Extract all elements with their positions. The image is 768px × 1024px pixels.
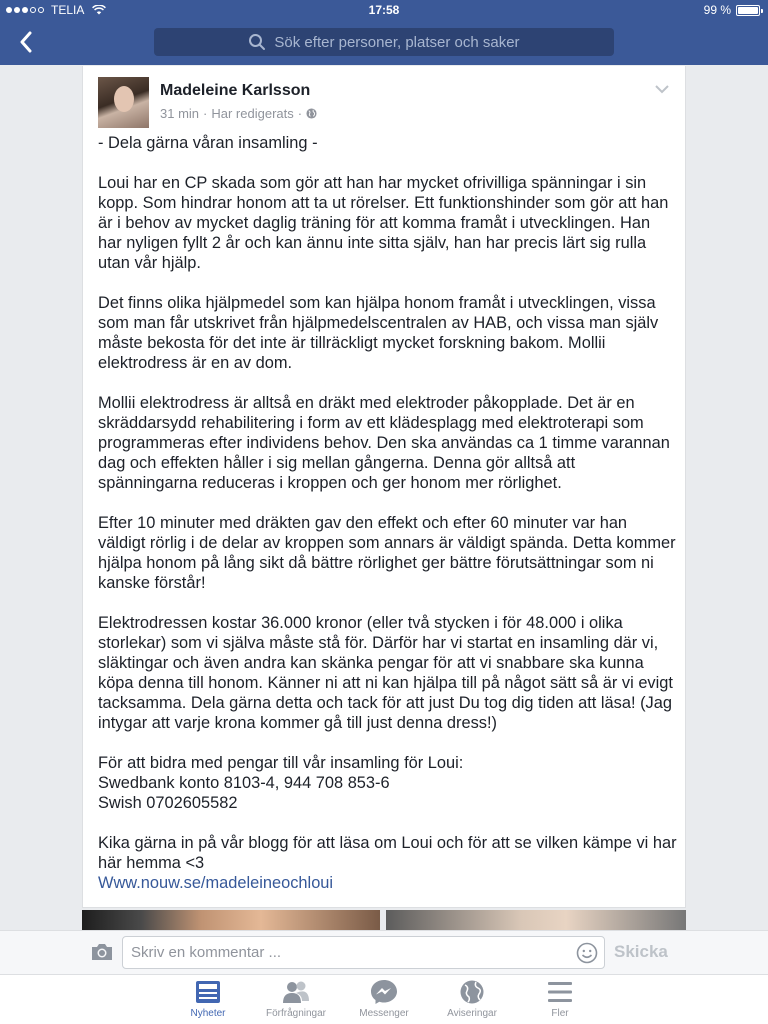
chevron-left-icon xyxy=(19,31,33,53)
search-input[interactable] xyxy=(154,28,614,56)
blog-link[interactable]: Www.nouw.se/madeleineochloui xyxy=(98,874,334,892)
tab-label: Messenger xyxy=(359,1008,409,1019)
tab-label: Nyheter xyxy=(190,1008,226,1019)
comment-input[interactable] xyxy=(122,936,605,969)
avatar-face xyxy=(114,86,134,112)
status-time: 17:58 xyxy=(368,3,400,17)
post-paragraph: Det finns olika hjälpmedel som kan hjälpa honom framåt i utvecklingen, vissa som man får utskrivet från hjälpmedelscentralen av HAB, och vissa man själv måste bekosta för det inte är tillräckligt mycket forskning bakom. Mollii elektrodress är en av dom. xyxy=(98,294,659,372)
tab-label: Fler xyxy=(551,1008,569,1019)
notifications-globe-icon xyxy=(458,979,486,1005)
post-paragraph: Mollii elektrodress är alltså en dräkt med elektroder påkopplade. Det är en skräddarsydd rehabilitering i form av ett klädesplagg med elektroterapi som programmeras efter individens behov. Den ska användas ca 1 timme varannan dag och effekten håller i sig mellan gångerna. Denna gör alltså att spänningarna reduceras i kroppen och ger honom mer rörlighet. xyxy=(98,394,670,492)
post-time[interactable]: 31 min xyxy=(160,106,200,121)
author-name[interactable]: Madeleine Karlsson xyxy=(160,82,311,99)
status-bar xyxy=(0,0,768,20)
tab-more[interactable] xyxy=(515,979,605,1023)
tab-news-feed[interactable] xyxy=(163,979,253,1023)
avatar[interactable] xyxy=(98,77,149,128)
post-paragraph: Efter 10 minuter med dräkten gav den effekt och efter 60 minuter var han väldigt rörlig i de delar av kroppen som annars är väldigt spända. Detta kommer hjälpa honom på lång sikt då bättre rörlighet ger bättre förutsättningar som ni kanske förstår! xyxy=(98,514,676,592)
post-card xyxy=(82,66,686,908)
back-button[interactable] xyxy=(12,28,40,56)
send-comment-button[interactable]: Skicka xyxy=(614,942,668,961)
post-paragraph: Kika gärna in på vår blogg för att läsa om Loui och för att se vilken kämpe vi har här hemma <3 xyxy=(98,834,677,872)
bottom-tab-bar xyxy=(0,974,768,1024)
post-paragraph: Elektrodressen kostar 36.000 kronor (eller två stycken i för 48.000 i olika storlekar) som vi själva måste stå för. Därför har vi startat en insamling där vi, släktingar och även andra kan skänka pengar för att vi snabbare ska kunna köpa denna till honom. Känner ni att ni kan hjälpa till på något sätt så är vi evigt tacksamma. Dela gärna detta och tack för att just Du tog dig tiden att läsa! (Jag intygar att varje krona kommer gå till just denna dress!) xyxy=(98,614,673,732)
carrier-name: TELIA xyxy=(51,3,85,17)
tab-label: Förfrågningar xyxy=(265,1008,327,1019)
battery-percent: 99 % xyxy=(703,3,731,17)
post-paragraph: - Dela gärna våran insamling - xyxy=(98,134,318,152)
post-paragraph: För att bidra med pengar till vår insamling för Loui: Swedbank konto 8103-4, 944 708 853-6 Swish 0702605582 xyxy=(98,754,464,812)
camera-icon[interactable] xyxy=(90,942,114,962)
battery-icon xyxy=(736,5,760,16)
comment-bar xyxy=(0,930,768,974)
emoji-icon[interactable] xyxy=(576,942,598,964)
meta-separator: · xyxy=(203,106,208,121)
search-placeholder: Sök efter personer, platser och saker xyxy=(274,33,520,51)
tab-friend-requests[interactable] xyxy=(251,979,341,1023)
menu-icon xyxy=(546,979,574,1005)
battery-level xyxy=(738,7,758,14)
meta-separator: · xyxy=(297,106,303,121)
messenger-icon xyxy=(370,979,398,1005)
friend-requests-icon xyxy=(282,979,310,1005)
globe-icon xyxy=(306,108,317,119)
tab-label: Aviseringar xyxy=(447,1008,497,1019)
post-paragraph: Loui har en CP skada som gör att han har mycket ofrivilliga spänningar i sin kopp. Som hindrar honom att ta ut rörelser. Ett funktionshinder som gör att han är i behov av mycket daglig träning för att komma framåt i utvecklingen. Han har nyligen fyllt 2 år och kan ännu inte sitta själv, han har precis lärt sig rulla utan vår hjälp. xyxy=(98,174,669,272)
tab-messenger[interactable] xyxy=(339,979,429,1023)
post-meta xyxy=(160,106,317,121)
post-body xyxy=(98,133,678,893)
tab-notifications[interactable] xyxy=(427,979,517,1023)
status-right xyxy=(704,3,760,17)
edited-label[interactable]: Har redigerats xyxy=(211,106,294,121)
news-feed-icon xyxy=(194,979,222,1005)
top-nav-bar xyxy=(0,20,768,65)
post-options-chevron-icon[interactable] xyxy=(655,84,669,94)
search-icon xyxy=(248,33,266,51)
